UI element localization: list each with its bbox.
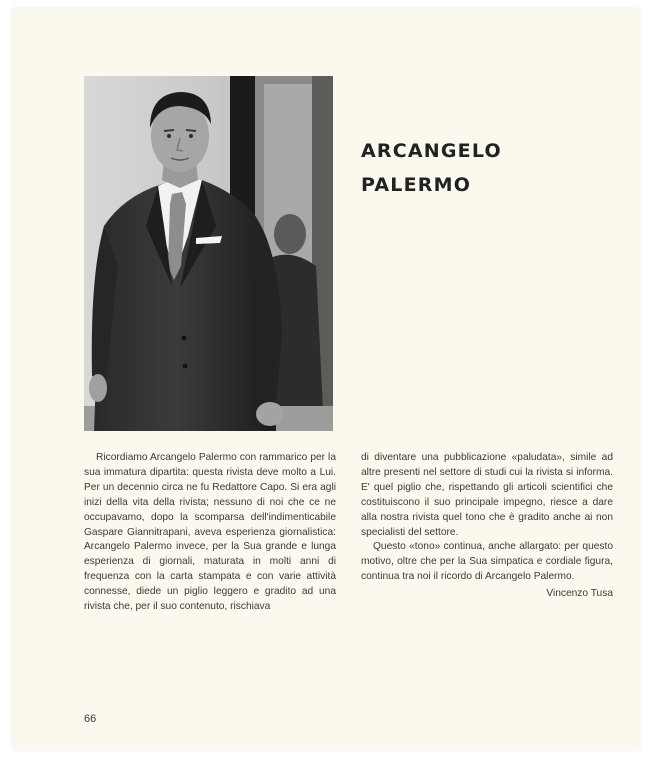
title-line-1: ARCANGELO [361,140,502,162]
text-column-left [84,451,336,615]
body-paragraph-2: Questo «tono» continua, anche allargato: per questo motivo, oltre che per la Sua simpatica e cordiale figura, continua tra noi il ricordo di Arcangelo Palermo. [361,541,613,583]
article-title [361,134,621,202]
portrait-photo [84,76,333,431]
body-paragraph-1: Ricordiamo Arcangelo Palermo con rammarico per la sua immatura dipartita: questa rivista deve molto a Lui. Per un decennio circa ne fu Redattore Capo. Si era agli inizi della vita della rivista; nessuno di noi che ce ne occupavamo, dopo la scomparsa dell'indimenticabile Gaspare Giannitrapani, aveva esperienza giornalistica: Arcangelo Palermo invece, per la Sua grande e lunga esperienza di giornali, maturata in molti anni di frequenza con la carta stampata e con varie attività connesse, diede un piglio leggero e gradito ad una rivista che, per il suo contenuto, rischiava [84,452,336,613]
title-line-2: PALERMO [361,174,472,196]
body-paragraph-1-continued: di diventare una pubblicazione «paludata», simile ad altre presenti nel settore di studi cui la rivista si informa. E' quel piglio che, rispettando gli articoli scientifici che costituiscono il suo principale impegno, riesce a dare alla nostra rivista quel tono che è gradito anche ai non specialisti del settore. [361,452,613,538]
text-column-right [361,451,613,602]
author-signature: Vincenzo Tusa [546,588,613,600]
page-number: 66 [84,713,97,725]
page [12,8,640,750]
